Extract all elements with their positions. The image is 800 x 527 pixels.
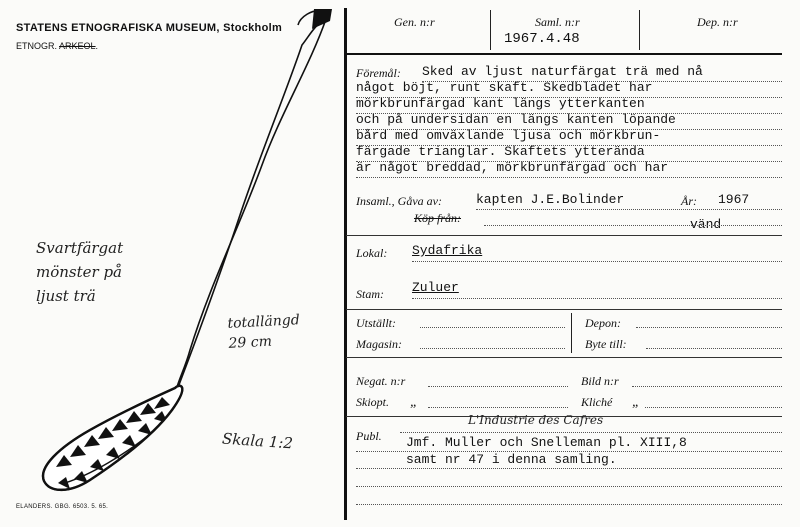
vand-note: vänd [690, 217, 722, 232]
negat-label: Negat. n:r [356, 374, 406, 388]
ar-label: År: [681, 194, 697, 208]
saml-nr-label: Saml. n:r [535, 15, 580, 29]
publ-label: Publ. [356, 429, 382, 443]
foremal-line: något böjt, runt skaft. Skedbladet har [356, 80, 653, 95]
handwritten-pattern-note: Svartfärgat mönster på ljust trä [36, 239, 124, 305]
kliche-value: „ [632, 395, 640, 410]
handwritten-scale-note: Skala 1:2 [221, 429, 294, 453]
byte-label: Byte till: [585, 337, 627, 351]
kop-fran-label-struck: Köp från: [414, 211, 462, 225]
stam-value: Zuluer [412, 280, 459, 295]
kliche-label: Kliché [581, 395, 613, 409]
department-ethnography: ETNOGR. [16, 41, 58, 51]
printer-imprint: ELANDERS. GBG. 6503. 5. 65. [16, 504, 109, 510]
stam-label: Stam: [356, 287, 384, 301]
gen-nr-label: Gen. n:r [394, 15, 435, 29]
foremal-line: och på undersidan en längs kanten löpande [356, 112, 676, 127]
department-archaeology-struck: ARKEOL [59, 41, 96, 51]
depon-label: Depon: [585, 316, 621, 330]
foremal-line: färgade trianglar. Skaftets ytterända [356, 144, 645, 159]
saml-nr-value: 1967.4.48 [504, 31, 580, 47]
foremal-line: bård med omväxlande ljusa och mörkbrun- [356, 128, 661, 143]
lokal-value: Sydafrika [412, 243, 483, 258]
foremal-line: mörkbrunfärgad kant längs ytterkanten [356, 96, 645, 111]
skiopt-label: Skiopt. [356, 395, 389, 409]
department-suffix: . [95, 41, 99, 51]
skiopt-value: „ [410, 395, 418, 410]
handwritten-length-note: totallängd 29 cm [227, 312, 301, 352]
publ-handwritten-note: L'Industrie des Cafres [468, 413, 604, 427]
magasin-label: Magasin: [356, 337, 402, 351]
dep-nr-label: Dep. n:r [697, 15, 738, 29]
foremal-label: Föremål: [356, 66, 401, 80]
insaml-label: Insaml., Gåva av: [356, 194, 442, 208]
ar-value: 1967 [718, 192, 750, 207]
insaml-value: kapten J.E.Bolinder [476, 192, 625, 207]
foremal-line: Sked av ljust naturfärgat trä med nå [422, 64, 703, 79]
foremal-line: är något breddad, mörkbrunfärgad och har [356, 160, 669, 175]
bild-label: Bild n:r [581, 374, 619, 388]
publ-line: Jmf. Muller och Snelleman pl. XIII,8 [406, 435, 687, 450]
lokal-label: Lokal: [356, 246, 388, 260]
card-divider [344, 8, 347, 520]
publ-line: samt nr 47 i denna samling. [406, 452, 617, 467]
museum-name: STATENS ETNOGRAFISKA MUSEUM, Stockholm [16, 22, 283, 34]
utstallt-label: Utställt: [356, 316, 397, 330]
